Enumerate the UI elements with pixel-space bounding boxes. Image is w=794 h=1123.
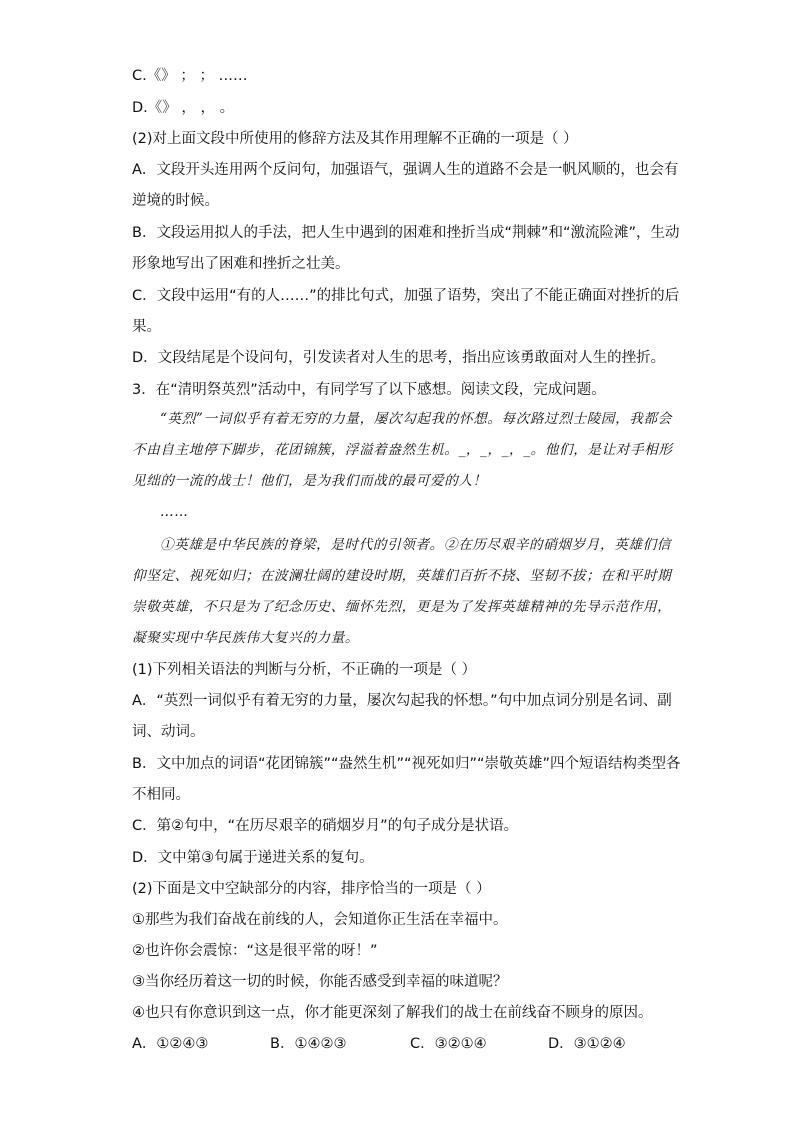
option-d-punctuation: D.《》 ， ， 。 (132, 100, 235, 116)
q2-option-c-line2: 果。 (132, 319, 161, 335)
sq1-option-c: C．第②句中，“在历尽艰辛的硝烟岁月”的句子成分是状语。 (132, 818, 519, 834)
sq1-option-d: D．文中第③句属于递进关系的复句。 (132, 850, 374, 866)
sq1-option-b-line2: 不相同。 (132, 787, 190, 803)
option-c-punctuation: C.《》 ； ； …… (132, 68, 248, 84)
q2-option-d: D．文段结尾是个设问句，引发读者对人生的思考，指出应该勇敢面对人生的挫折。 (132, 350, 666, 366)
passage-line-7: 崇敬英雄，不只是为了纪念历史、缅怀先烈，更是为了发挥英雄精神的先导示范作用， (132, 599, 672, 615)
q2-option-a-line1: A．文段开头连用两个反问句，加强语气，强调人生的道路不会是一帆风顺的，也会有 (132, 162, 679, 178)
passage-line-5: ①英雄是中华民族的脊梁，是时代的引领者。②在历尽艰辛的硝烟岁月，英雄们信 (160, 537, 671, 553)
q2-option-b-line1: B．文段运用拟人的手法，把人生中遇到的困难和挫折当成“荆棘”和“激流险滩”，生动 (132, 225, 680, 241)
sq1-option-a-line2: 词、动词。 (132, 724, 205, 740)
question-2-stem: (2)对上面文段中所使用的修辞方法及其作用理解不正确的一项是（ ） (132, 131, 578, 147)
answer-option-d: D．③①②④ (548, 1036, 626, 1052)
question-3-intro: 3．在“清明祭英烈”活动中，有同学写了以下感想。阅读文段，完成问题。 (132, 382, 606, 398)
sentence-4: ④也只有你意识到这一点，你才能更深刻了解我们的战士在前线奋不顾身的原因。 (132, 1005, 653, 1021)
passage-line-3: 见绌的一流的战士！他们，是为我们而战的最可爱的人！ (132, 473, 487, 489)
sub-question-1-stem: (1)下列相关语法的判断与分析，不正确的一项是（ ） (132, 662, 477, 678)
sentence-3: ③当你经历着这一切的时候，你能否感受到幸福的味道呢？ (132, 974, 508, 990)
answer-option-c: C．③②①④ (410, 1036, 487, 1052)
passage-line-6: 仰坚定、视死如归；在波澜壮阔的建设时期，英雄们百折不挠、坚韧不拔；在和平时期 (132, 568, 672, 584)
q2-option-b-line2: 形象地写出了困难和挫折之壮美。 (132, 256, 350, 272)
passage-line-2: 不由自主地停下脚步，花团锦簇，浮溢着盎然生机。_，_，_，_。他们，是让对手相形 (132, 442, 673, 458)
answer-option-b: B．①④②③ (270, 1036, 347, 1052)
sub-question-2-stem: (2)下面是文中空缺部分的内容，排序恰当的一项是（ ） (132, 881, 491, 897)
passage-line-8: 凝聚实现中华民族伟大复兴的力量。 (132, 630, 360, 646)
answer-option-a: A．①②④③ (132, 1036, 209, 1052)
q2-option-c-line1: C．文段中运用“有的人……”的排比句式，加强了语势，突出了不能正确面对挫折的后 (132, 288, 680, 304)
sq1-option-a-line1: A．“英烈一词似乎有着无穷的力量，屡次勾起我的怀想。”句中加点词分别是名词、副 (132, 693, 672, 709)
passage-ellipsis: …… (160, 504, 189, 520)
sq1-option-b-line1: B．文中加点的词语“花团锦簇”“盎然生机”“视死如归”“崇敬英雄”四个短语结构类型各 (132, 756, 681, 772)
sentence-1: ①那些为我们奋战在前线的人，会知道你正生活在幸福中。 (132, 912, 508, 928)
passage-line-1: “英烈”一词似乎有着无穷的力量，屡次勾起我的怀想。每次路过烈士陵园，我都会 (160, 411, 672, 427)
q2-option-a-line2: 逆境的时候。 (132, 193, 219, 209)
sentence-2: ②也许你会震惊：“这是很平常的呀！” (132, 943, 378, 959)
